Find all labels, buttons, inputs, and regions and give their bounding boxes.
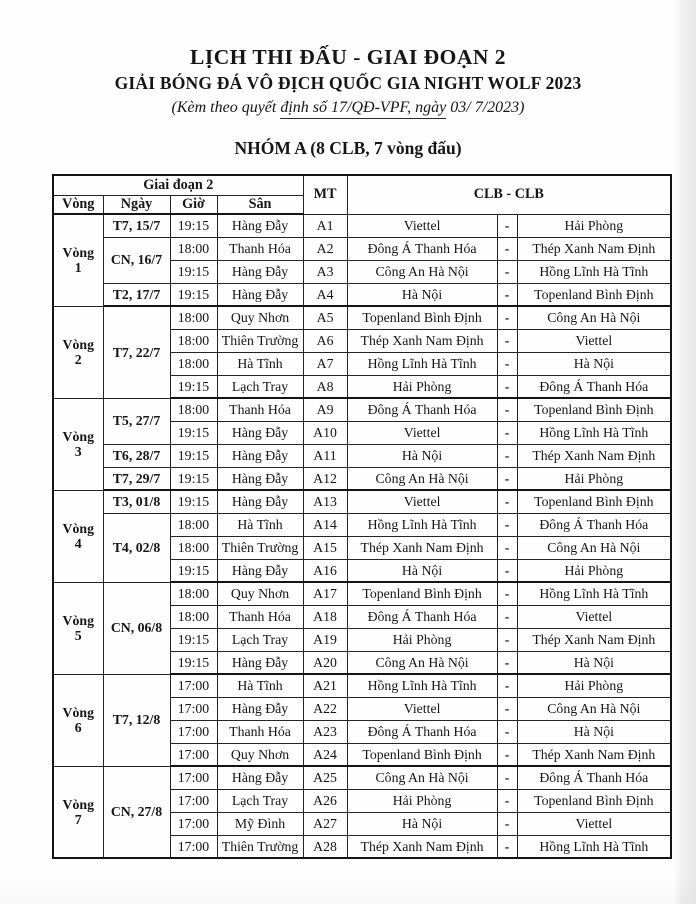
home-team-cell: Topenland Bình Định: [347, 743, 497, 766]
stadium-cell: Hàng Đẫy: [217, 260, 303, 283]
round-label: Vòng: [62, 612, 94, 628]
match-id-cell: A16: [303, 559, 347, 582]
separator-cell: -: [497, 743, 517, 766]
time-cell: 17:00: [170, 720, 217, 743]
time-cell: 19:15: [170, 375, 217, 398]
match-id-cell: A17: [303, 582, 347, 605]
date-cell: T2, 17/7: [103, 283, 170, 306]
home-team-cell: Thép Xanh Nam Định: [347, 835, 497, 858]
home-team-cell: Công An Hà Nội: [347, 260, 497, 283]
away-team-cell: Thép Xanh Nam Định: [517, 444, 671, 467]
separator-cell: -: [497, 375, 517, 398]
home-team-cell: Hồng Lĩnh Hà Tĩnh: [347, 352, 497, 375]
home-team-cell: Hà Nội: [347, 559, 497, 582]
separator-cell: -: [497, 812, 517, 835]
away-team-cell: Viettel: [517, 329, 671, 352]
home-team-cell: Công An Hà Nội: [347, 467, 497, 490]
date-cell: CN, 27/8: [103, 766, 170, 858]
time-cell: 17:00: [170, 697, 217, 720]
separator-cell: -: [497, 306, 517, 329]
decision-subtitle: [0, 99, 696, 117]
stadium-cell: Hàng Đẫy: [217, 421, 303, 444]
match-id-cell: A28: [303, 835, 347, 858]
home-team-cell: Đông Á Thanh Hóa: [347, 237, 497, 260]
stadium-cell: Thiên Trường: [217, 536, 303, 559]
stadium-cell: Hàng Đẫy: [217, 559, 303, 582]
match-row: [53, 513, 671, 536]
home-team-cell: Topenland Bình Định: [347, 306, 497, 329]
home-team-cell: Topenland Bình Định: [347, 582, 497, 605]
round-number: 2: [74, 352, 82, 367]
time-cell: 19:15: [170, 260, 217, 283]
match-id-cell: A23: [303, 720, 347, 743]
match-id-cell: A18: [303, 605, 347, 628]
round-cell: [53, 214, 103, 306]
round-cell: [53, 582, 103, 674]
match-id-cell: A14: [303, 513, 347, 536]
away-team-cell: Đông Á Thanh Hóa: [517, 766, 671, 789]
away-team-cell: Đông Á Thanh Hóa: [517, 513, 671, 536]
away-team-cell: Hồng Lĩnh Hà Tĩnh: [517, 260, 671, 283]
separator-cell: -: [497, 467, 517, 490]
separator-cell: -: [497, 421, 517, 444]
round-label: Vòng: [62, 428, 94, 444]
time-cell: 17:00: [170, 766, 217, 789]
round-label: Vòng: [62, 704, 94, 720]
separator-cell: -: [497, 513, 517, 536]
match-id-cell: A7: [303, 352, 347, 375]
match-id-cell: A10: [303, 421, 347, 444]
match-id-cell: A6: [303, 329, 347, 352]
match-id-cell: A1: [303, 214, 347, 237]
away-team-cell: Viettel: [517, 812, 671, 835]
time-cell: 19:15: [170, 559, 217, 582]
away-team-cell: Hải Phòng: [517, 559, 671, 582]
match-id-cell: A26: [303, 789, 347, 812]
round-cell: [53, 398, 103, 490]
time-cell: 19:15: [170, 628, 217, 651]
home-team-cell: Hải Phòng: [347, 789, 497, 812]
time-cell: 18:00: [170, 329, 217, 352]
separator-cell: -: [497, 329, 517, 352]
away-team-cell: Topenland Bình Định: [517, 490, 671, 513]
stadium-cell: Hàng Đẫy: [217, 651, 303, 674]
match-id-cell: A9: [303, 398, 347, 421]
match-id-cell: A24: [303, 743, 347, 766]
separator-cell: -: [497, 582, 517, 605]
separator-cell: -: [497, 536, 517, 559]
round-cell: [53, 306, 103, 398]
separator-cell: -: [497, 766, 517, 789]
separator-cell: -: [497, 490, 517, 513]
match-row: [53, 674, 671, 697]
match-id-cell: A15: [303, 536, 347, 559]
match-id-cell: A22: [303, 697, 347, 720]
match-id-cell: A13: [303, 490, 347, 513]
match-row: [53, 237, 671, 260]
time-cell: 18:00: [170, 352, 217, 375]
date-cell: T7, 12/8: [103, 674, 170, 766]
away-team-cell: Hà Nội: [517, 651, 671, 674]
page-title: LỊCH THI ĐẤU - GIAI ĐOẠN 2: [189, 45, 507, 69]
stadium-cell: Thiên Trường: [217, 329, 303, 352]
round-number: 5: [74, 628, 82, 643]
match-row: [53, 444, 671, 467]
away-team-cell: Hồng Lĩnh Hà Tĩnh: [517, 421, 671, 444]
home-team-cell: Đông Á Thanh Hóa: [347, 398, 497, 421]
subtitle-prefix: (Kèm theo quyết: [171, 99, 281, 116]
home-team-cell: Công An Hà Nội: [347, 766, 497, 789]
home-team-cell: Hồng Lĩnh Hà Tĩnh: [347, 513, 497, 536]
match-id-cell: A3: [303, 260, 347, 283]
round-cell: [53, 766, 103, 858]
home-team-cell: Hải Phòng: [347, 628, 497, 651]
date-cell: T6, 28/7: [103, 444, 170, 467]
away-team-cell: Thép Xanh Nam Định: [517, 628, 671, 651]
subtitle-underlined: định số 17/QĐ-VPF, ngày: [280, 99, 446, 119]
home-team-cell: Viettel: [347, 421, 497, 444]
separator-cell: -: [497, 260, 517, 283]
home-team-cell: Thép Xanh Nam Định: [347, 536, 497, 559]
date-cell: T7, 15/7: [103, 214, 170, 237]
separator-cell: -: [497, 674, 517, 697]
away-team-cell: Topenland Bình Định: [517, 398, 671, 421]
match-id-cell: A8: [303, 375, 347, 398]
round-label: Vòng: [62, 336, 94, 352]
home-team-cell: Đông Á Thanh Hóa: [347, 605, 497, 628]
time-cell: 19:15: [170, 490, 217, 513]
time-cell: 19:15: [170, 214, 217, 237]
round-number: 4: [74, 536, 82, 551]
header-time: Giờ: [170, 196, 217, 215]
home-team-cell: Đông Á Thanh Hóa: [347, 720, 497, 743]
time-cell: 17:00: [170, 835, 217, 858]
stadium-cell: Lạch Tray: [217, 789, 303, 812]
round-label: Vòng: [62, 245, 94, 261]
header-clb: CLB - CLB: [347, 175, 671, 214]
stadium-cell: Hàng Đẫy: [217, 444, 303, 467]
away-team-cell: Hồng Lĩnh Hà Tĩnh: [517, 582, 671, 605]
away-team-cell: Hải Phòng: [517, 467, 671, 490]
time-cell: 17:00: [170, 789, 217, 812]
separator-cell: -: [497, 697, 517, 720]
away-team-cell: Thép Xanh Nam Định: [517, 237, 671, 260]
header-stage: Giai đoạn 2: [53, 175, 303, 196]
away-team-cell: Topenland Bình Định: [517, 283, 671, 306]
round-label: Vòng: [62, 796, 94, 812]
stadium-cell: Quy Nhơn: [217, 743, 303, 766]
match-row: [53, 490, 671, 513]
date-cell: CN, 16/7: [103, 237, 170, 283]
away-team-cell: Hà Nội: [517, 352, 671, 375]
match-row: [53, 766, 671, 789]
date-cell: T3, 01/8: [103, 490, 170, 513]
stadium-cell: Thanh Hóa: [217, 237, 303, 260]
round-label: Vòng: [62, 520, 94, 536]
date-cell: T7, 22/7: [103, 306, 170, 398]
home-team-cell: Hải Phòng: [347, 375, 497, 398]
away-team-cell: Đông Á Thanh Hóa: [517, 375, 671, 398]
stadium-cell: Mỹ Đình: [217, 812, 303, 835]
group-title: NHÓM A (8 CLB, 7 vòng đấu): [234, 138, 462, 158]
stadium-cell: Hàng Đẫy: [217, 214, 303, 237]
header-date: Ngày: [103, 196, 170, 215]
separator-cell: -: [497, 444, 517, 467]
away-team-cell: Thép Xanh Nam Định: [517, 743, 671, 766]
stadium-cell: Hàng Đẫy: [217, 283, 303, 306]
time-cell: 18:00: [170, 605, 217, 628]
date-cell: CN, 06/8: [103, 582, 170, 674]
stadium-cell: Hà Tĩnh: [217, 513, 303, 536]
match-id-cell: A12: [303, 467, 347, 490]
stadium-cell: Quy Nhơn: [217, 306, 303, 329]
subtitle-suffix: 03/ 7/2023): [446, 99, 525, 116]
separator-cell: -: [497, 605, 517, 628]
separator-cell: -: [497, 237, 517, 260]
match-id-cell: A5: [303, 306, 347, 329]
time-cell: 18:00: [170, 237, 217, 260]
separator-cell: -: [497, 789, 517, 812]
match-id-cell: A27: [303, 812, 347, 835]
match-id-cell: A20: [303, 651, 347, 674]
title-block: [0, 0, 696, 159]
separator-cell: -: [497, 398, 517, 421]
match-id-cell: A21: [303, 674, 347, 697]
date-cell: T7, 29/7: [103, 467, 170, 490]
schedule-table-body: [53, 214, 671, 858]
away-team-cell: Viettel: [517, 605, 671, 628]
match-row: [53, 582, 671, 605]
stadium-cell: Thanh Hóa: [217, 605, 303, 628]
time-cell: 17:00: [170, 743, 217, 766]
match-row: [53, 398, 671, 421]
time-cell: 18:00: [170, 398, 217, 421]
home-team-cell: Hà Nội: [347, 444, 497, 467]
photo-bottom-shadow: [0, 874, 696, 904]
time-cell: 19:15: [170, 421, 217, 444]
separator-cell: -: [497, 651, 517, 674]
round-cell: [53, 674, 103, 766]
match-id-cell: A2: [303, 237, 347, 260]
home-team-cell: Hồng Lĩnh Hà Tĩnh: [347, 674, 497, 697]
stadium-cell: Hàng Đẫy: [217, 697, 303, 720]
stadium-cell: Thiên Trường: [217, 835, 303, 858]
home-team-cell: Hà Nội: [347, 283, 497, 306]
match-row: [53, 214, 671, 237]
separator-cell: -: [497, 214, 517, 237]
round-number: 1: [74, 260, 82, 276]
home-team-cell: Hà Nội: [347, 812, 497, 835]
home-team-cell: Viettel: [347, 490, 497, 513]
stadium-cell: Lạch Tray: [217, 375, 303, 398]
stadium-cell: Hàng Đẫy: [217, 766, 303, 789]
header-round: Vòng: [53, 196, 103, 215]
stadium-cell: Lạch Tray: [217, 628, 303, 651]
away-team-cell: Công An Hà Nội: [517, 306, 671, 329]
away-team-cell: Hà Nội: [517, 720, 671, 743]
header-mt: MT: [303, 175, 347, 214]
time-cell: 17:00: [170, 812, 217, 835]
match-id-cell: A11: [303, 444, 347, 467]
separator-cell: -: [497, 628, 517, 651]
home-team-cell: Viettel: [347, 214, 497, 237]
away-team-cell: Công An Hà Nội: [517, 536, 671, 559]
stadium-cell: Thanh Hóa: [217, 398, 303, 421]
stadium-cell: Hà Tĩnh: [217, 674, 303, 697]
separator-cell: -: [497, 835, 517, 858]
home-team-cell: Thép Xanh Nam Định: [347, 329, 497, 352]
round-number: 6: [74, 720, 82, 735]
time-cell: 19:15: [170, 283, 217, 306]
stadium-cell: Hàng Đẫy: [217, 490, 303, 513]
time-cell: 17:00: [170, 674, 217, 697]
away-team-cell: Topenland Bình Định: [517, 789, 671, 812]
tournament-title: GIẢI BÓNG ĐÁ VÔ ĐỊCH QUỐC GIA NIGHT WOLF 2023: [114, 73, 582, 93]
time-cell: 19:15: [170, 444, 217, 467]
time-cell: 19:15: [170, 651, 217, 674]
time-cell: 19:15: [170, 467, 217, 490]
match-row: [53, 467, 671, 490]
separator-cell: -: [497, 559, 517, 582]
separator-cell: -: [497, 283, 517, 306]
date-cell: T4, 02/8: [103, 513, 170, 582]
time-cell: 18:00: [170, 513, 217, 536]
stadium-cell: Quy Nhơn: [217, 582, 303, 605]
stadium-cell: Thanh Hóa: [217, 720, 303, 743]
match-row: [53, 306, 671, 329]
round-number: 7: [74, 811, 82, 827]
schedule-table: [52, 174, 672, 859]
match-id-cell: A4: [303, 283, 347, 306]
match-row: [53, 283, 671, 306]
away-team-cell: Hải Phòng: [517, 214, 671, 237]
time-cell: 18:00: [170, 306, 217, 329]
away-team-cell: Hải Phòng: [517, 674, 671, 697]
match-id-cell: A25: [303, 766, 347, 789]
away-team-cell: Công An Hà Nội: [517, 697, 671, 720]
stadium-cell: Hà Tĩnh: [217, 352, 303, 375]
away-team-cell: Hồng Lĩnh Hà Tĩnh: [517, 835, 671, 858]
separator-cell: -: [497, 352, 517, 375]
time-cell: 18:00: [170, 536, 217, 559]
date-cell: T5, 27/7: [103, 398, 170, 444]
separator-cell: -: [497, 720, 517, 743]
round-number: 3: [74, 444, 82, 459]
home-team-cell: Công An Hà Nội: [347, 651, 497, 674]
schedule-table-wrap: [52, 174, 672, 859]
home-team-cell: Viettel: [347, 697, 497, 720]
time-cell: 18:00: [170, 582, 217, 605]
round-cell: [53, 490, 103, 582]
stadium-cell: Hàng Đẫy: [217, 467, 303, 490]
match-id-cell: A19: [303, 628, 347, 651]
header-stadium: Sân: [217, 196, 303, 215]
